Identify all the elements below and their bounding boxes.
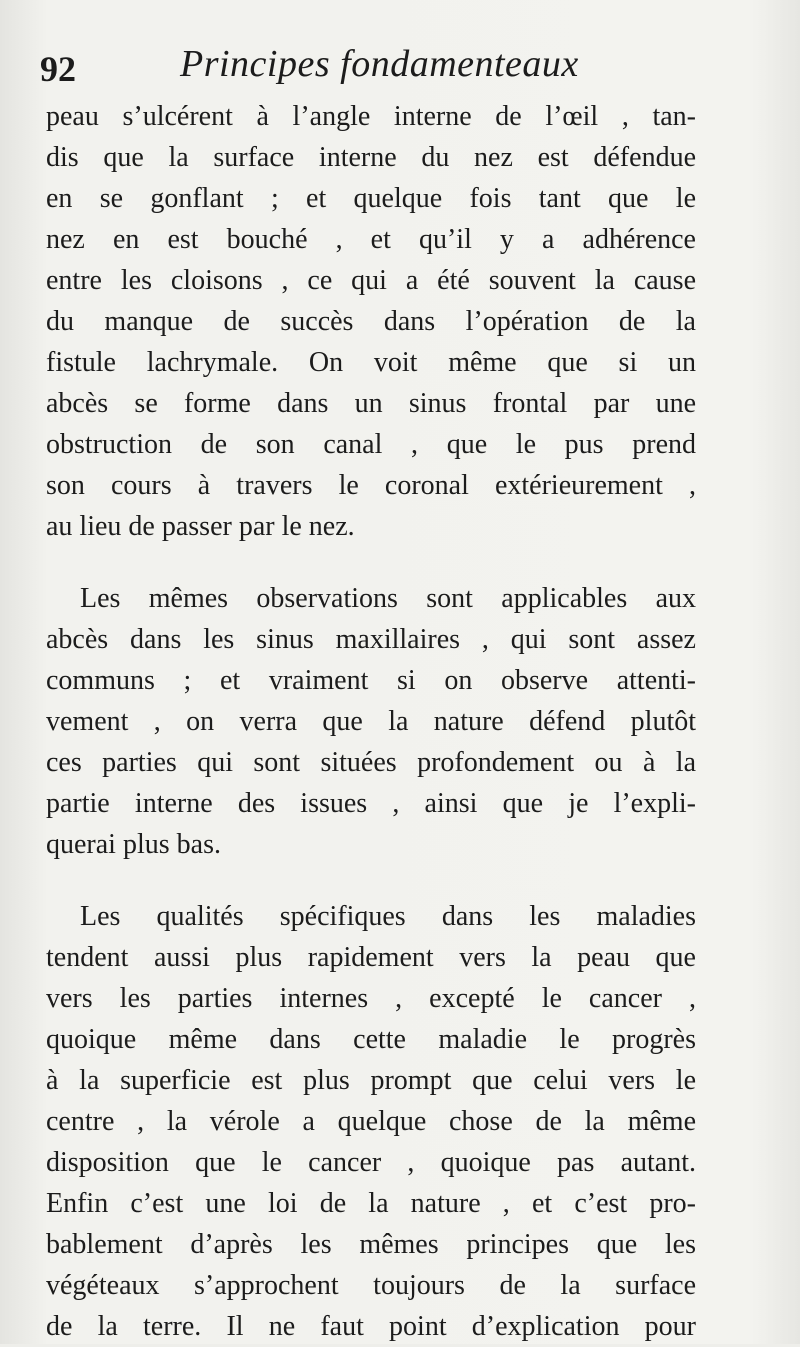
text-line: ces parties qui sont situées profondement ou à la bbox=[46, 747, 696, 778]
text-line: obstruction de son canal , que le pus prend bbox=[46, 429, 696, 460]
text-line: entre les cloisons , ce qui a été souvent la cause bbox=[46, 265, 696, 296]
text-line: à la superficie est plus prompt que celui vers le bbox=[46, 1065, 696, 1096]
text-line: en se gonflant ; et quelque fois tant que le bbox=[46, 183, 696, 214]
text-line: querai plus bas. bbox=[46, 829, 221, 860]
paragraph bbox=[46, 578, 696, 865]
text-line: vers les parties internes , excepté le cancer , bbox=[46, 983, 696, 1014]
page-number: 92 bbox=[40, 49, 76, 89]
text-line: Enfin c’est une loi de la nature , et c’est pro- bbox=[46, 1188, 696, 1219]
text-line: Les qualités spécifiques dans les maladies bbox=[80, 901, 696, 932]
text-line: du manque de succès dans l’opération de la bbox=[46, 306, 696, 337]
paragraph bbox=[46, 96, 696, 547]
text-line: fistule lachrymale. On voit même que si un bbox=[46, 347, 696, 378]
text-line: centre , la vérole a quelque chose de la même bbox=[46, 1106, 696, 1137]
text-line: au lieu de passer par le nez. bbox=[46, 511, 355, 542]
text-line: quoique même dans cette maladie le progrès bbox=[46, 1024, 696, 1055]
text-line: son cours à travers le coronal extérieurement , bbox=[46, 470, 696, 501]
paragraph bbox=[46, 896, 696, 1347]
text-line: peau s’ulcérent à l’angle interne de l’œil , tan- bbox=[46, 101, 696, 132]
text-line: disposition que le cancer , quoique pas autant. bbox=[46, 1147, 696, 1178]
text-line: tendent aussi plus rapidement vers la peau que bbox=[46, 942, 696, 973]
text-line: végéteaux s’approchent toujours de la surface bbox=[46, 1270, 696, 1301]
text-line: de la terre. Il ne faut point d’explication pour bbox=[46, 1311, 696, 1342]
text-line: nez en est bouché , et qu’il y a adhérence bbox=[46, 224, 696, 255]
text-line: partie interne des issues , ainsi que je l’expli- bbox=[46, 788, 696, 819]
text-line: Les mêmes observations sont applicables aux bbox=[80, 583, 696, 614]
text-line: abcès se forme dans un sinus frontal par une bbox=[46, 388, 696, 419]
running-head: Principes fondamenteaux bbox=[180, 43, 579, 85]
page-header bbox=[40, 42, 740, 98]
text-line: dis que la surface interne du nez est défendue bbox=[46, 142, 696, 173]
body-text bbox=[46, 96, 696, 1347]
text-line: vement , on verra que la nature défend plutôt bbox=[46, 706, 696, 737]
text-line: bablement d’après les mêmes principes que les bbox=[46, 1229, 696, 1260]
text-line: communs ; et vraiment si on observe attenti- bbox=[46, 665, 696, 696]
text-line: abcès dans les sinus maxillaires , qui sont assez bbox=[46, 624, 696, 655]
